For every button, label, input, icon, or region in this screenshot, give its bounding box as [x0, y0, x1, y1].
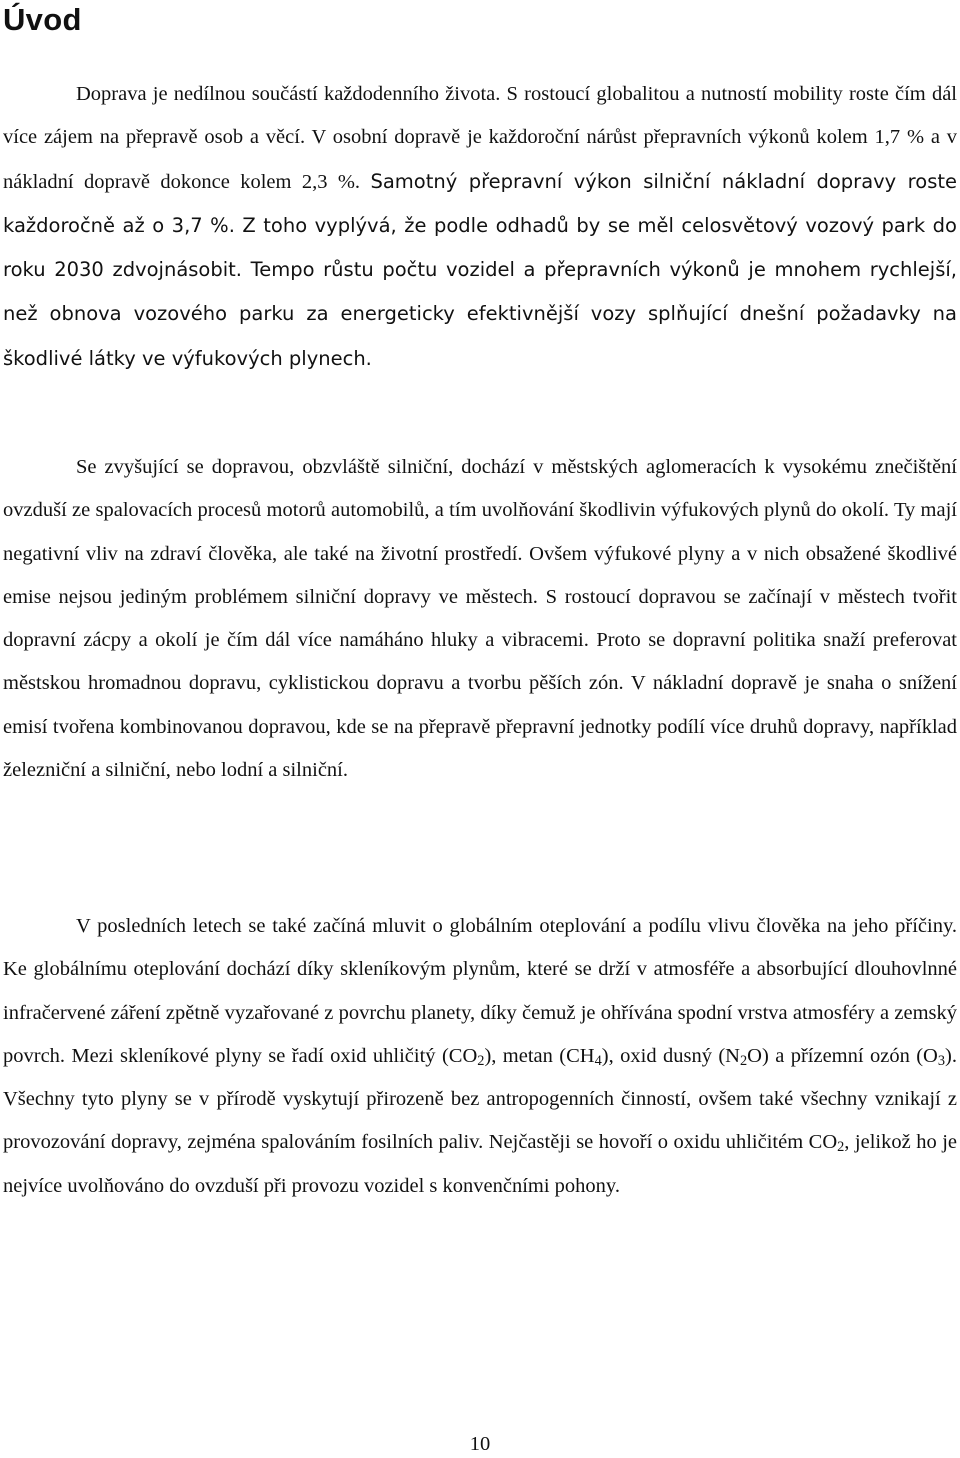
page-number: 10: [469, 1433, 491, 1455]
paragraph-intro-part-1: Doprava je nedílnou součástí každodenního života. S rostoucí globalitou a nutností mobility roste čím dál více zájem na přepravě osob a věcí. V osobní dopravě je každoroční nárůst přepravních výkonů kolem 1,7 % a v nákladní dopravě dokonce kolem 2,3 %.: [3, 83, 957, 193]
paragraph-intro: [3, 73, 957, 381]
subscript: 2: [740, 1052, 748, 1069]
subscript: 2: [837, 1139, 845, 1156]
text-run: ), metan (CH: [484, 1044, 595, 1067]
subscript: 3: [937, 1052, 946, 1069]
section-heading: Úvod: [3, 2, 82, 37]
text-run: V posledních letech se také začíná mluvit o globálním oteplování a podílu vlivu člověka na jeho příčiny. Ke globálnímu oteplování dochází díky skleníkovým plynům, které se drží v atmosféře a absorbující dlouhovlnné infračervené záření zpětně vyzařované z povrchu planety, díky čemuž je ohřívána spodní vrstva atmosféry a zemský povrch. Mezi skleníkové plyny se řadí oxid uhličitý (CO: [3, 915, 957, 1067]
paragraph-global-warming: [3, 905, 957, 1208]
text-run: ). Všechny tyto plyny se v přírodě vyskytují přirozeně bez antropogenních činností, ovšem také všechny vznikají z provozování dopravy, zejména spalováním fosilních paliv. Nejčastěji se hovoří o oxidu uhličitém CO: [3, 1044, 957, 1154]
subscript: 4: [594, 1052, 602, 1069]
text-run: ), oxid dusný (N: [601, 1044, 740, 1067]
subscript: 2: [477, 1052, 485, 1069]
paragraph-emissions: Se zvyšující se dopravou, obzvláště silniční, dochází v městských aglomeracích k vysokému znečištění ovzduší ze spalovacích procesů motorů automobilů, a tím uvolňování škodlivin výfukových plynů do okolí. Ty mají negativní vliv na zdraví člověka, ale také na životní prostředí. Ovšem výfukové plyny a v nich obsažené škodlivé emise nejsou jediným problémem silniční dopravy ve městech. S rostoucí dopravou se začínají v městech tvořit dopravní zácpy a okolí je čím dál více namáháno hluky a vibracemi. Proto se dopravní politika snaží preferovat městskou hromadnou dopravu, cyklistickou dopravu a tvorbu pěších zón. V nákladní dopravě je snaha o snížení emisí tvořena kombinovanou dopravou, kde se na přepravě přepravní jednotky podílí více druhů dopravy, například železniční a silniční, nebo lodní a silniční.: [3, 456, 957, 782]
text-run: , jelikož ho je nejvíce uvolňováno do ovzduší při provozu vozidel s konvenčními pohony.: [3, 1131, 957, 1197]
text-run: O) a přízemní ozón (O: [747, 1044, 938, 1067]
paragraph-intro-part-2: Samotný přepravní výkon silniční nákladní dopravy roste každoročně až o 3,7 %. Z toho vyplývá, že podle odhadů by se měl celosvětový vozový park do roku 2030 zdvojnásobit. Tempo růstu počtu vozidel a přepravních výkonů je mnohem rychlejší, než obnova vozového parku za energeticky efektivnější vozy splňující dnešní požadavky na škodlivé látky ve výfukových plynech.: [3, 169, 958, 370]
